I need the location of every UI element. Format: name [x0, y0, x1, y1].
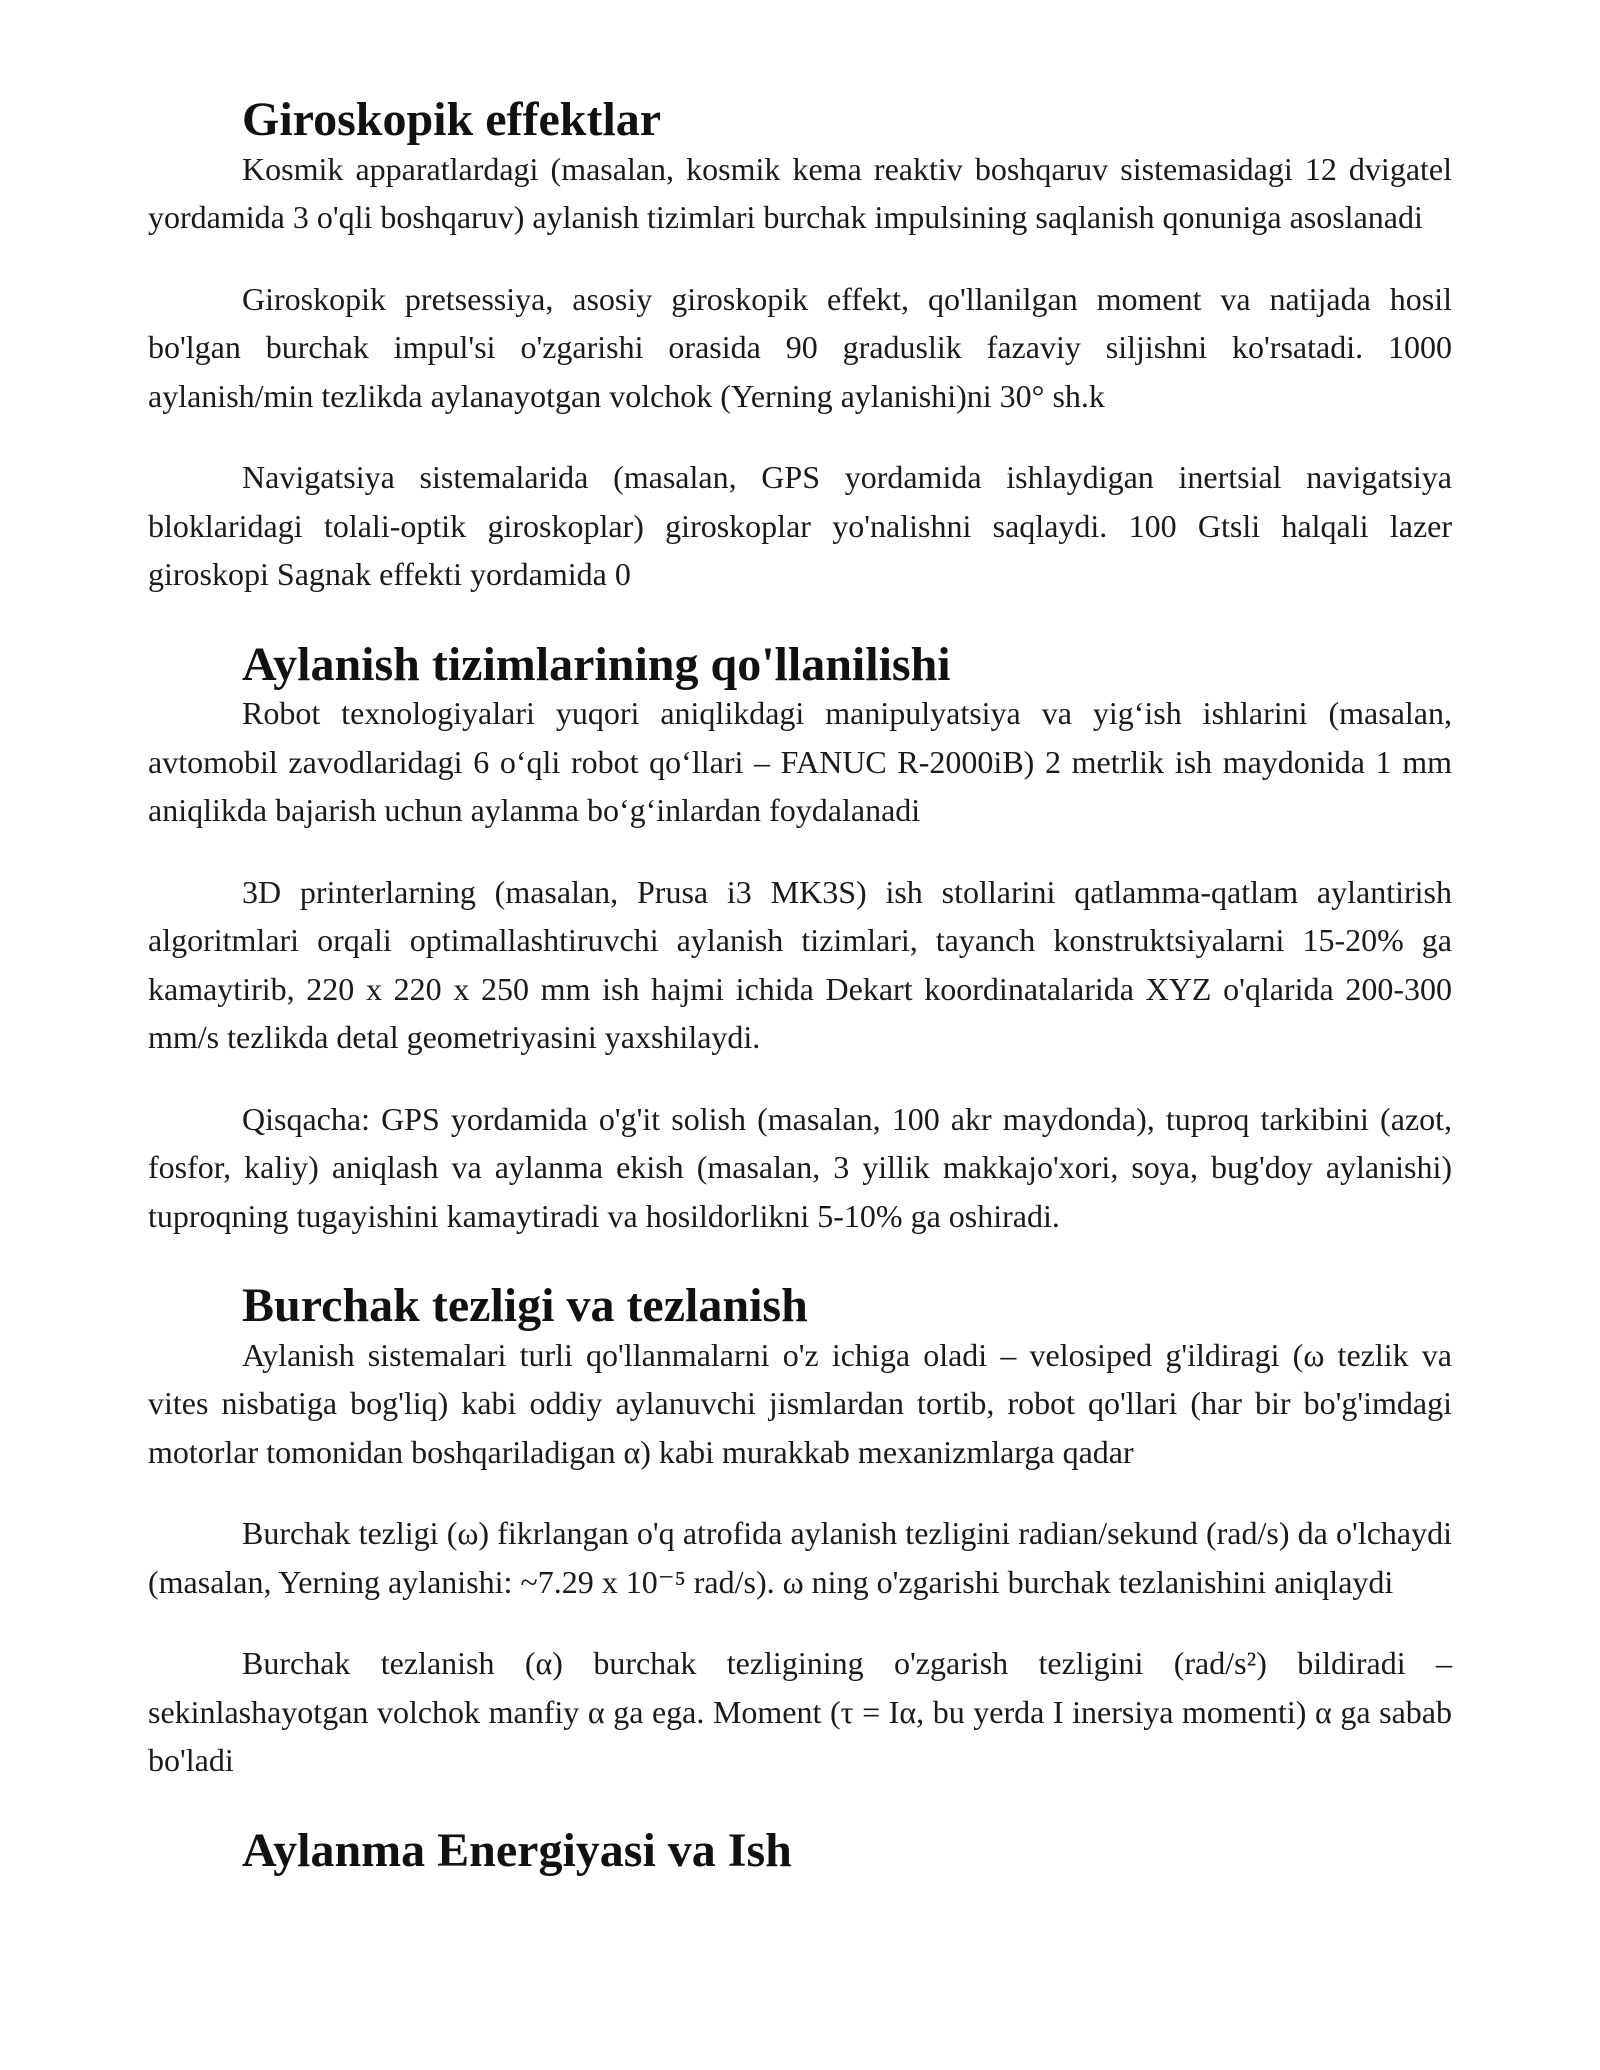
paragraph: Burchak tezligi (ω) fikrlangan o'q atrofida aylanish tezligini radian/sekund (rad/s) da o'lchaydi (masalan, Yerning aylanishi: ~7.29 x 10⁻⁵ rad/s). ω ning o'zgarishi burchak tezlanishini aniqlaydi	[148, 1515, 1452, 1600]
section-heading-rotation-applications: Aylanish tizimlarining qo'llanilishi	[242, 637, 951, 691]
paragraph: Aylanish sistemalari turli qo'llanmalarni o'z ichiga oladi – velosiped g'ildiragi (ω tezlik va vites nisbatiga bog'liq) kabi oddiy aylanuvchi jismlardan tortib, robot qo'llari (har bir bo'g'imdagi motorlar tomonidan boshqariladigan α) kabi murakkab mexanizmlarga qadar	[148, 1336, 1452, 1470]
section-heading-gyroscopic-effects: Giroskopik effektlar	[242, 93, 662, 146]
paragraph: Kosmik apparatlardagi (masalan, kosmik kema reaktiv boshqaruv sistemasidagi 12 dvigatel yordamida 3 o'qli boshqaruv) aylanish tizimlari burchak impulsining saqlanish qonuniga asoslanadi	[148, 150, 1452, 235]
document-body	[148, 93, 1452, 1877]
section-heading-angular-velocity: Burchak tezligi va tezlanish	[242, 1279, 808, 1332]
paragraph: Qisqacha: GPS yordamida o'g'it solish (masalan, 100 akr maydonda), tuproq tarkibini (azot, fosfor, kaliy) aniqlash va aylanma ekish (masalan, 3 yillik makkajo'xori, soya, bug'doy aylanishi) tuproqning tugayishini kamaytiradi va hosildorlikni 5-10% ga oshiradi.	[148, 1100, 1452, 1234]
paragraph: Giroskopik pretsessiya, asosiy giroskopik effekt, qo'llanilgan moment va natijada hosil bo'lgan burchak impul'si o'zgarishi orasida 90 graduslik fazaviy siljishni ko'rsatadi. 1000 aylanish/min tezlikda aylanayotgan volchok (Yerning aylanishi)ni 30° sh.k	[148, 280, 1452, 414]
section-heading-rotational-energy: Aylanma Energiyasi va Ish	[242, 1823, 792, 1877]
paragraph: 3D printerlarning (masalan, Prusa i3 MK3S) ish stollarini qatlamma-qatlam aylantirish algoritmlari orqali optimallashtiruvchi aylanish tizimlari, tayanch konstruktsiyalarni 15-20% ga kamaytirib, 220 x 220 x 250 mm ish hajmi ichida Dekart koordinatalarida XYZ o'qlarida 200-300 mm/s tezlikda detal geometriyasini yaxshilaydi.	[148, 873, 1452, 1055]
paragraph: Burchak tezlanish (α) burchak tezligining o'zgarish tezligini (rad/s²) bildiradi – sekinlashayotgan volchok manfiy α ga ega. Moment (τ = Iα, bu yerda I inersiya momenti) α ga sabab bo'ladi	[148, 1645, 1452, 1778]
paragraph: Navigatsiya sistemalarida (masalan, GPS yordamida ishlaydigan inertsial navigatsiya bloklaridagi tolali-optik giroskoplar) giroskoplar yo'nalishni saqlaydi. 100 Gtsli halqali lazer giroskopi Sagnak effekti yordamida 0	[148, 459, 1452, 592]
paragraph: Robot texnologiyalari yuqori aniqlikdagi manipulyatsiya va yig‘ish ishlarini (masalan, avtomobil zavodlaridagi 6 o‘qli robot qo‘llari – FANUC R-2000iB) 2 metrlik ish maydonida 1 mm aniqlikda bajarish uchun aylanma bo‘g‘inlardan foydalanadi	[148, 695, 1452, 828]
